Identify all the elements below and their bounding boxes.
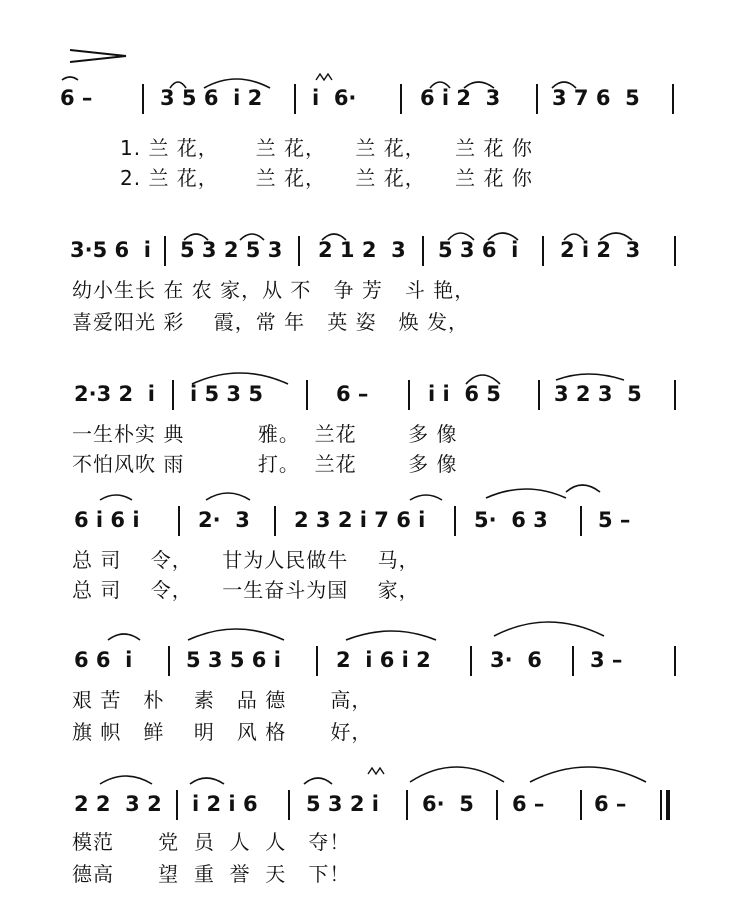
decrescendo-mark-icon — [70, 48, 130, 64]
barline — [274, 506, 276, 536]
measure-1: 6 – — [60, 86, 93, 110]
score-system-6 — [0, 784, 738, 904]
barline — [176, 790, 178, 820]
measure-6: 6 – — [594, 792, 627, 816]
lyric-verse-2: 德高 望 重 誉 天 下！ — [72, 862, 351, 886]
measure-2: i 5 3 5 — [190, 382, 263, 406]
lyric-verse-2: 总 司 令， 一生奋斗为国 家， — [72, 578, 420, 602]
lyric-verse-1: 总 司 令， 甘为人民做牛 马， — [72, 548, 420, 572]
barline — [542, 236, 544, 266]
barline — [672, 84, 674, 114]
measure-4: 3· 6 — [490, 648, 542, 672]
measure-1: 2 2 3 2 — [74, 792, 162, 816]
lyric-verse-1: 模范 党 员 人 人 夺！ — [72, 830, 351, 854]
measure-4: 5· 6 3 — [474, 508, 548, 532]
barline — [454, 506, 456, 536]
barline — [536, 84, 538, 114]
barline — [580, 790, 582, 820]
barline — [580, 506, 582, 536]
barline — [164, 236, 166, 266]
barline — [288, 790, 290, 820]
barline — [538, 380, 540, 410]
barline — [674, 646, 676, 676]
measure-3: i 6· — [312, 86, 357, 110]
lyric-verse-2: 2. 兰 花， 兰 花， 兰 花， 兰 花 你 — [120, 166, 533, 190]
barline — [674, 380, 676, 410]
notation-line — [60, 78, 680, 118]
barline — [142, 84, 144, 114]
barline — [316, 646, 318, 676]
measure-3: 5 3 2 i — [306, 792, 379, 816]
barline — [400, 84, 402, 114]
score-system-1 — [0, 78, 738, 198]
notation-line — [60, 640, 680, 680]
lyric-verse-1: 艰 苦 朴 素 品 德 高， — [72, 688, 373, 712]
barline — [572, 646, 574, 676]
notation-line — [60, 374, 680, 414]
barline — [674, 236, 676, 266]
measure-3: 6 – — [336, 382, 369, 406]
measure-5: 5 – — [598, 508, 631, 532]
score-system-2 — [0, 230, 738, 350]
barline — [470, 646, 472, 676]
barline — [298, 236, 300, 266]
measure-4: 5 3 6 i — [438, 238, 519, 262]
measure-4: 6· 5 — [422, 792, 474, 816]
notation-line — [60, 500, 680, 540]
measure-2: 2· 3 — [198, 508, 250, 532]
lyric-verse-1: 一生朴实 典 雅。 兰花 多 像 — [72, 422, 458, 446]
barline — [408, 380, 410, 410]
measure-5: 3 2 3 5 — [554, 382, 642, 406]
measure-3: 2 3 2 i 7 6 i — [294, 508, 426, 532]
barline — [306, 380, 308, 410]
barline — [178, 506, 180, 536]
measure-2: 5 3 2 5 3 — [180, 238, 283, 262]
measure-2: i 2 i 6 — [192, 792, 258, 816]
measure-2: 5 3 5 6 i — [186, 648, 281, 672]
measure-2: 3 5 6 i 2 — [160, 86, 263, 110]
measure-5: 3 7 6 5 — [552, 86, 640, 110]
measure-4: i i 6 5 — [428, 382, 501, 406]
measure-4: 6 i 2 3 — [420, 86, 501, 110]
measure-1: 3·5 6 i — [70, 238, 151, 262]
measure-1: 2·3 2 i — [74, 382, 155, 406]
measure-3: 2 i 6 i 2 — [336, 648, 431, 672]
score-system-5 — [0, 640, 738, 760]
measure-1: 6 i 6 i — [74, 508, 140, 532]
barline — [422, 236, 424, 266]
barline — [294, 84, 296, 114]
barline — [660, 790, 662, 820]
notation-line — [60, 230, 680, 270]
mordent-icon — [368, 768, 384, 774]
barline — [172, 380, 174, 410]
final-barline — [666, 790, 670, 820]
lyric-verse-2: 旗 帜 鲜 明 风 格 好， — [72, 720, 373, 744]
measure-5: 2 i 2 3 — [560, 238, 641, 262]
score-system-3 — [0, 374, 738, 494]
lyric-verse-1: 1. 兰 花， 兰 花， 兰 花， 兰 花 你 — [120, 136, 533, 160]
score-system-4 — [0, 500, 738, 620]
measure-5: 6 – — [512, 792, 545, 816]
measure-3: 2 1 2 3 — [318, 238, 406, 262]
notation-line — [60, 784, 680, 824]
barline — [406, 790, 408, 820]
measure-1: 6 6 i — [74, 648, 133, 672]
lyric-verse-2: 不怕风吹 雨 打。 兰花 多 像 — [72, 452, 458, 476]
lyric-verse-2: 喜爱阳光 彩 霞，常 年 英 姿 焕 发， — [72, 310, 470, 334]
barline — [168, 646, 170, 676]
barline — [496, 790, 498, 820]
measure-5: 3 – — [590, 648, 623, 672]
lyric-verse-1: 幼小生长 在 农 家，从 不 争 芳 斗 艳， — [72, 278, 476, 302]
